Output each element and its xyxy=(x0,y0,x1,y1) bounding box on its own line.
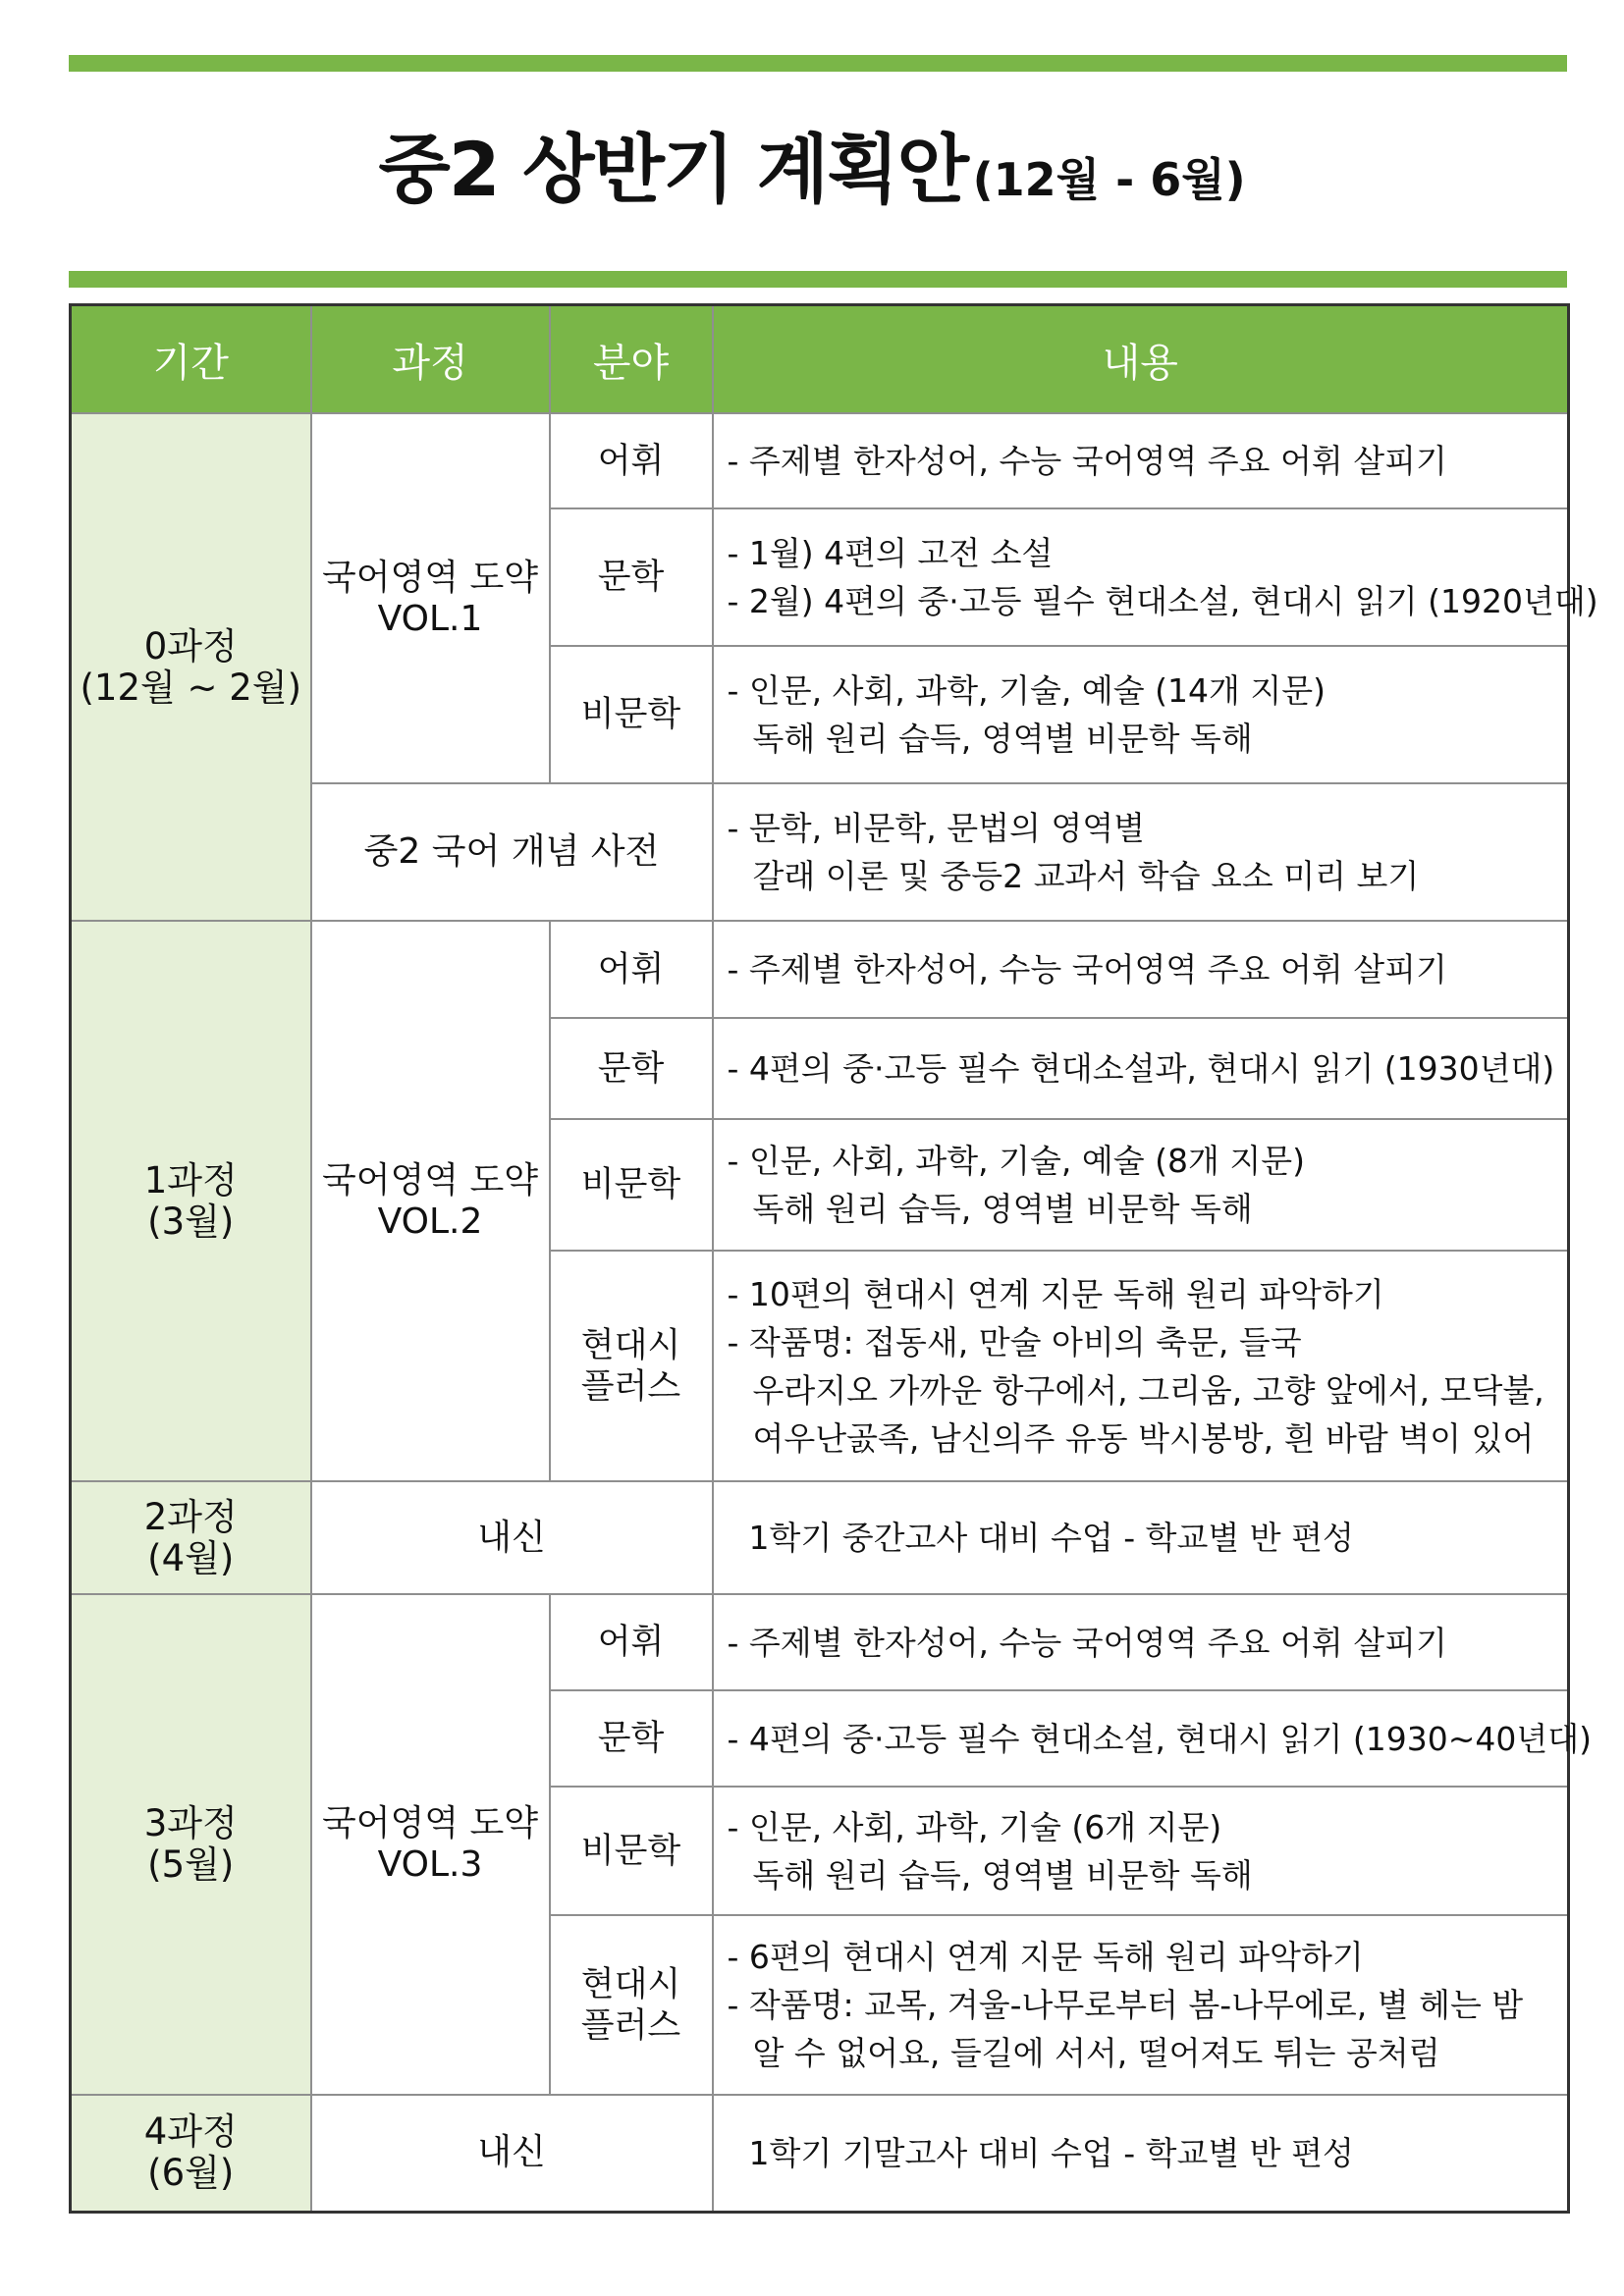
field-label: 현대시 xyxy=(580,1325,681,1365)
content-cell xyxy=(713,508,1598,646)
content-line: 알 수 없어요, 들길에 서서, 떨어져도 튀는 공처럼 xyxy=(752,2034,1440,2072)
field-cell xyxy=(550,1915,713,2095)
content-cell xyxy=(713,1119,1569,1251)
field-cell: 문학 xyxy=(550,1690,713,1787)
content-line: - 인문, 사회, 과학, 기술, 예술 (8개 지문) xyxy=(727,1142,1305,1180)
content-line: - 4편의 중·고등 필수 현대소설, 현대시 읽기 (1930~40년대) xyxy=(727,1719,1592,1758)
course-cell xyxy=(311,1594,550,2095)
plan-table xyxy=(69,303,1598,2214)
content-cell xyxy=(713,413,1569,508)
period-cell xyxy=(71,1481,311,1594)
content-cell: 1학기 중간고사 대비 수업 - 학교별 반 편성 xyxy=(713,1481,1569,1594)
period-label: 0과정 xyxy=(143,624,238,667)
period-months: (3월) xyxy=(147,1200,235,1243)
content-line: - 6편의 현대시 연계 지문 독해 원리 파악하기 xyxy=(727,1938,1364,1976)
content-cell xyxy=(713,1915,1569,2095)
table-row xyxy=(71,1594,1569,1690)
period-months: (4월) xyxy=(147,1536,235,1579)
content-cell: 1학기 기말고사 대비 수업 - 학교별 반 편성 xyxy=(713,2095,1569,2212)
content-line: 독해 원리 습득, 영역별 비문학 독해 xyxy=(752,1190,1253,1228)
content-cell xyxy=(713,1251,1569,1481)
course-volume: VOL.2 xyxy=(377,1201,483,1242)
table-row xyxy=(71,1481,1569,1594)
course-cell xyxy=(311,413,550,783)
course-name: 국어영역 도약 xyxy=(321,557,539,598)
content-cell xyxy=(713,1018,1569,1119)
content-cell xyxy=(713,1787,1569,1915)
period-months: (6월) xyxy=(147,2152,235,2195)
course-volume: VOL.3 xyxy=(377,1844,483,1885)
field-cell: 어휘 xyxy=(550,921,713,1018)
title-main: 중2 상반기 계획안 xyxy=(378,126,968,213)
content-cell xyxy=(713,646,1569,783)
course-cell xyxy=(311,921,550,1481)
field-cell: 비문학 xyxy=(550,1787,713,1915)
header-course: 과정 xyxy=(311,305,550,414)
field-cell: 어휘 xyxy=(550,1594,713,1690)
content-line: - 1월) 4편의 고전 소설 xyxy=(727,534,1054,572)
header-row xyxy=(71,305,1569,414)
period-months: (5월) xyxy=(147,1843,235,1886)
content-line: - 10편의 현대시 연계 지문 독해 원리 파악하기 xyxy=(727,1274,1384,1313)
period-cell xyxy=(71,1594,311,2095)
field-cell: 비문학 xyxy=(550,646,713,783)
header-field: 분야 xyxy=(550,305,713,414)
content-line: - 작품명: 교목, 겨울-나무로부터 봄-나무에로, 별 헤는 밤 xyxy=(727,1986,1524,2024)
field-label: 현대시 xyxy=(580,1964,681,2004)
content-line: 여우난곬족, 남신의주 유동 박시봉방, 흰 바람 벽이 있어 xyxy=(752,1418,1535,1458)
field-cell: 어휘 xyxy=(550,413,713,508)
content-cell xyxy=(713,1690,1592,1787)
content-line: - 인문, 사회, 과학, 기술, 예술 (14개 지문) xyxy=(727,671,1326,710)
content-cell xyxy=(713,783,1569,921)
content-line: - 문학, 비문학, 문법의 영역별 xyxy=(727,809,1146,847)
content-line: - 4편의 중·고등 필수 현대소설과, 현대시 읽기 (1930년대) xyxy=(727,1049,1555,1088)
period-label: 1과정 xyxy=(143,1158,238,1201)
field-cell: 문학 xyxy=(550,1018,713,1119)
course-cell: 내신 xyxy=(311,1481,713,1594)
content-line: - 주제별 한자성어, 수능 국어영역 주요 어휘 살피기 xyxy=(727,950,1447,988)
field-cell: 문학 xyxy=(550,508,713,646)
period-label: 2과정 xyxy=(143,1495,238,1538)
course-volume: VOL.1 xyxy=(377,598,483,639)
content-line: - 인문, 사회, 과학, 기술 (6개 지문) xyxy=(727,1807,1222,1846)
content-line: 독해 원리 습득, 영역별 비문학 독해 xyxy=(752,720,1253,758)
content-cell xyxy=(713,921,1569,1018)
top-rule xyxy=(69,55,1567,72)
course-name: 국어영역 도약 xyxy=(321,1803,539,1843)
table-row xyxy=(71,921,1569,1018)
table-row xyxy=(71,413,1569,508)
content-line: - 2월) 4편의 중·고등 필수 현대소설, 현대시 읽기 (1920년대) xyxy=(727,582,1598,620)
content-line: - 주제별 한자성어, 수능 국어영역 주요 어휘 살피기 xyxy=(727,442,1447,480)
content-line: - 작품명: 접동새, 만술 아비의 축문, 들국 xyxy=(727,1322,1302,1362)
content-line: - 주제별 한자성어, 수능 국어영역 주요 어휘 살피기 xyxy=(727,1623,1447,1662)
course-cell: 내신 xyxy=(311,2095,713,2212)
field-label: 플러스 xyxy=(580,1366,681,1407)
title-sub: (12월 - 6월) xyxy=(972,153,1246,206)
field-cell xyxy=(550,1251,713,1481)
header-content: 내용 xyxy=(713,305,1569,414)
field-cell: 비문학 xyxy=(550,1119,713,1251)
header-period: 기간 xyxy=(71,305,311,414)
page-title xyxy=(0,110,1624,217)
content-cell xyxy=(713,1594,1569,1690)
content-line: 우라지오 가까운 항구에서, 그리움, 고향 앞에서, 모닥불, xyxy=(752,1370,1544,1410)
period-cell xyxy=(71,921,311,1481)
period-label: 3과정 xyxy=(143,1802,238,1844)
table-row xyxy=(71,2095,1569,2212)
content-line: 독해 원리 습득, 영역별 비문학 독해 xyxy=(752,1855,1253,1895)
course-name: 국어영역 도약 xyxy=(321,1159,539,1201)
period-months: (12월 ~ 2월) xyxy=(80,666,301,709)
period-label: 4과정 xyxy=(143,2110,238,2154)
period-cell xyxy=(71,2095,311,2212)
field-label: 플러스 xyxy=(580,2005,681,2046)
period-cell xyxy=(71,413,311,921)
bottom-rule xyxy=(69,271,1567,288)
course-cell: 중2 국어 개념 사전 xyxy=(311,783,713,921)
content-line: 갈래 이론 및 중등2 교과서 학습 요소 미리 보기 xyxy=(752,857,1420,895)
